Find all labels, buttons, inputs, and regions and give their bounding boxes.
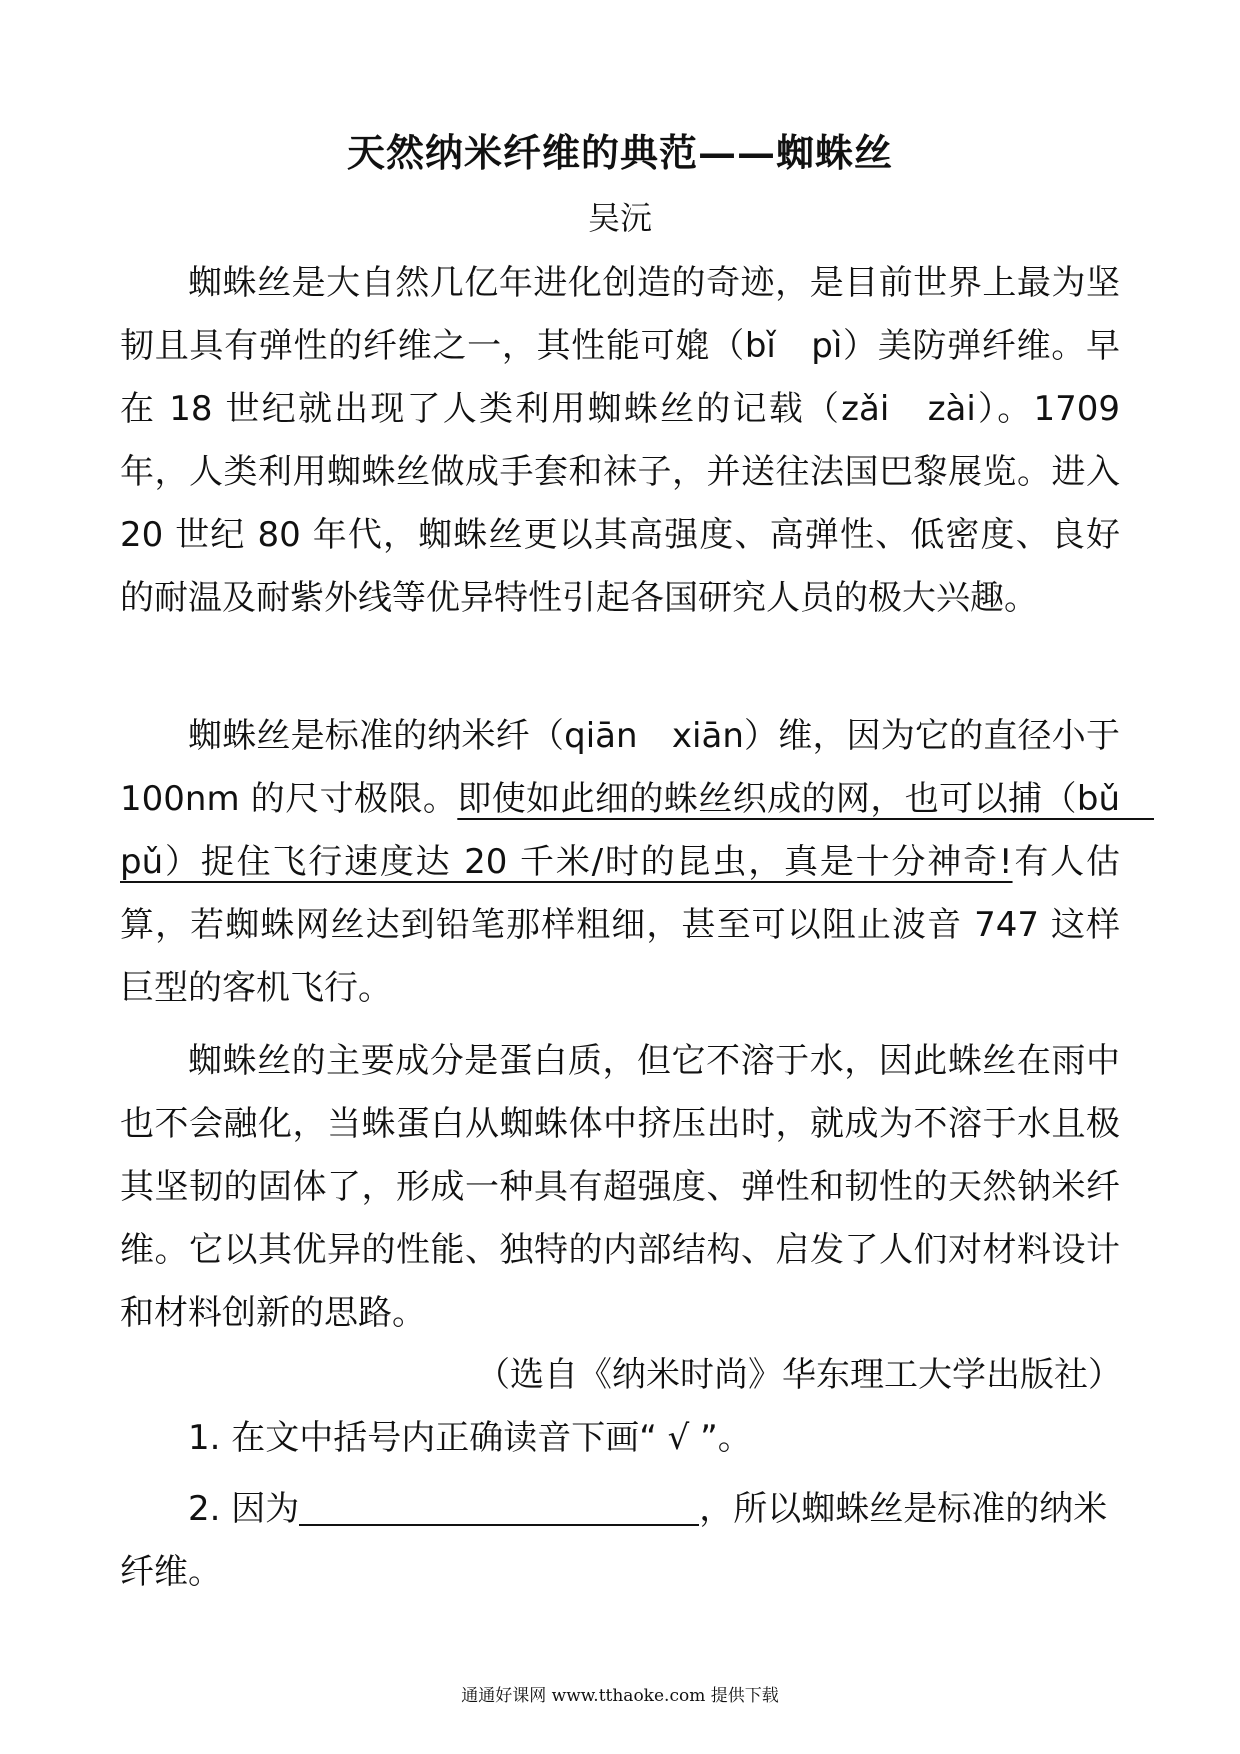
document-title: 天然纳米纤维的典范——蜘蛛丝 bbox=[346, 130, 893, 175]
question-2 bbox=[120, 1478, 1120, 1604]
paragraph-2-part-1: 蜘蛛丝是标准的纳米纤（qiān xiān）维，因为它的直径小于 100nm 的尺寸极限。 bbox=[120, 716, 1120, 819]
question-2-prefix: 2. 因为 bbox=[188, 1489, 300, 1529]
answer-blank[interactable] bbox=[299, 1490, 699, 1526]
paragraph-2-part-2: 有人估算，若蜘蛛网丝达到铅笔那样粗细，甚至可以阻止波音 747 这样巨型的客机飞行。 bbox=[120, 842, 1121, 1008]
question-1: 1. 在文中括号内正确读音下画“ √ ”。 bbox=[188, 1418, 752, 1458]
footer-credit: 通通好课网 www.tthaoke.com 提供下载 bbox=[461, 1686, 779, 1706]
paragraph-1: 蜘蛛丝是大自然几亿年进化创造的奇迹，是目前世界上最为坚韧且具有弹性的纤维之一，其性能可媲（bǐ pì）美防弹纤维。早在 18 世纪就出现了人类利用蜘蛛丝的记载（zǎi zài）。1709 年，人类利用蜘蛛丝做成手套和袜子，并送往法国巴黎展览。进入 20 世纪 80 年代，蜘蛛丝更以其高强度、高弹性、低密度、良好的耐温及耐紫外线等优异特性引起各国研究人员的极大兴趣。 bbox=[120, 263, 1120, 618]
paragraph-3: 蜘蛛丝的主要成分是蛋白质，但它不溶于水，因此蛛丝在雨中也不会融化，当蛛蛋白从蜘蛛体中挤压出时，就成为不溶于水且极其坚韧的固体了，形成一种具有超强度、弹性和韧性的天然钠米纤维。它以其优异的性能、独特的内部结构、启发了人们对材料设计和材料创新的思路。 bbox=[120, 1041, 1120, 1333]
question-2-suffix: ，所以蜘蛛丝是标准的纳米纤维。 bbox=[120, 1489, 1108, 1592]
author-name: 吴沅 bbox=[587, 199, 652, 237]
underlined-sentence: 即使如此细的蛛丝织成的网，也可以捕（bǔ pǔ）捉住飞行速度达 20 千米/时的昆虫，真是十分神奇! bbox=[120, 779, 1154, 882]
source-citation: （选自《纳米时尚》华东理工大学出版社） bbox=[476, 1355, 1122, 1395]
paragraph-2 bbox=[120, 705, 1154, 1020]
